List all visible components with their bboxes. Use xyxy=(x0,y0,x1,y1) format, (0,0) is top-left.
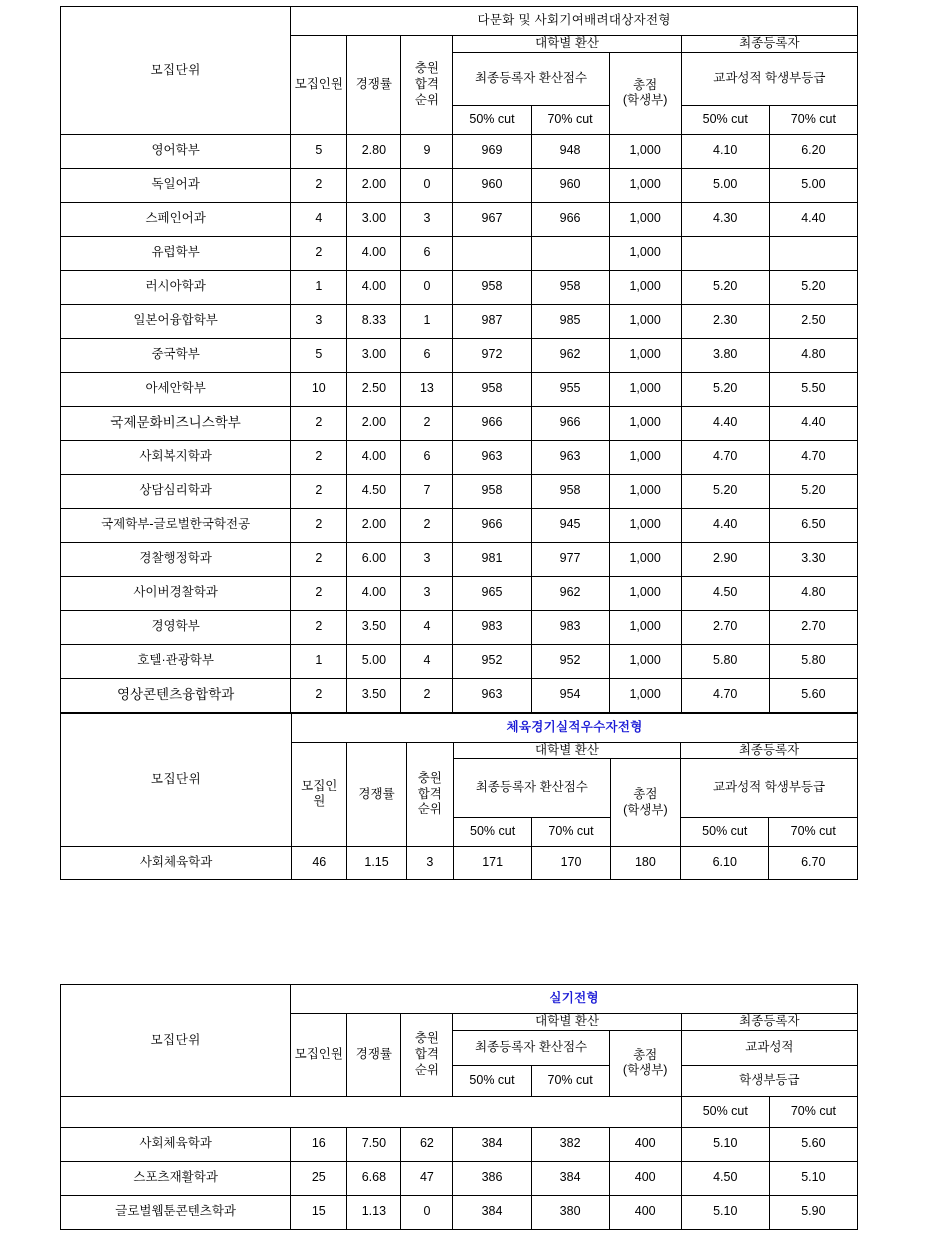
cell-total: 1,000 xyxy=(609,610,681,644)
cell-unit: 아세안학부 xyxy=(61,372,291,406)
header-grade-cut50: 50% cut xyxy=(681,105,769,134)
cell-total: 1,000 xyxy=(609,678,681,712)
table-practical xyxy=(60,984,858,1230)
header-grade-group-line2: 교과성적 학생부등급 xyxy=(681,52,857,105)
cell-grade-cut50: 2.70 xyxy=(681,610,769,644)
cell-grade-cut70: 2.50 xyxy=(769,304,857,338)
table-row xyxy=(61,1127,858,1161)
table-row xyxy=(61,576,858,610)
cell-score-cut70 xyxy=(531,236,609,270)
cell-competition: 3.50 xyxy=(347,610,401,644)
header-grade-group-practical-line3: 학생부등급 xyxy=(681,1065,857,1096)
cell-total: 1,000 xyxy=(609,406,681,440)
cell-unit: 영어학부 xyxy=(61,134,291,168)
cell-score-cut70: 382 xyxy=(531,1127,609,1161)
cell-unit: 국제문화비즈니스학부 xyxy=(61,406,291,440)
cell-waitlist-rank: 0 xyxy=(401,1195,453,1229)
header-waitlist-line2: 합격 xyxy=(414,77,439,91)
cell-score-cut50: 960 xyxy=(453,168,531,202)
header-competition-athletic: 경쟁률 xyxy=(347,742,406,847)
header-total-line1: 총점 xyxy=(633,77,658,92)
cell-score-cut70: 380 xyxy=(531,1195,609,1229)
cell-score-cut70: 977 xyxy=(531,542,609,576)
cell-competition: 2.50 xyxy=(347,372,401,406)
cell-waitlist-rank: 6 xyxy=(401,236,453,270)
cell-grade-cut50: 5.80 xyxy=(681,644,769,678)
cell-quota: 1 xyxy=(291,644,347,678)
table-row xyxy=(61,474,858,508)
header-waitlist-athletic-line2: 합격 xyxy=(417,786,442,801)
cell-total: 1,000 xyxy=(609,338,681,372)
header-grade-group-practical-line1: 최종등록자 xyxy=(681,1014,857,1031)
cell-unit: 영상콘텐츠융합학과 xyxy=(61,678,291,712)
cell-score-cut50: 981 xyxy=(453,542,531,576)
cell-unit: 사회복지학과 xyxy=(61,440,291,474)
header-score-cut50-athletic: 50% cut xyxy=(453,818,531,847)
table-row xyxy=(61,440,858,474)
cell-competition: 3.00 xyxy=(347,202,401,236)
header-program-title-practical: 실기전형 xyxy=(291,985,858,1014)
cell-quota: 46 xyxy=(292,847,347,880)
cell-unit: 경찰행정학과 xyxy=(61,542,291,576)
cell-waitlist-rank: 3 xyxy=(406,847,453,880)
cell-score-cut70: 962 xyxy=(531,576,609,610)
header-competition-practical: 경쟁률 xyxy=(347,1014,401,1097)
cell-grade-cut70: 5.00 xyxy=(769,168,857,202)
header-quota-athletic-line1: 모집인 xyxy=(301,778,338,793)
cell-score-cut50: 987 xyxy=(453,304,531,338)
table-practical-head xyxy=(61,985,858,1128)
cell-unit: 일본어융합학부 xyxy=(61,304,291,338)
cell-total: 400 xyxy=(609,1161,681,1195)
cell-grade-cut70: 5.20 xyxy=(769,474,857,508)
cell-competition: 2.00 xyxy=(347,168,401,202)
cell-unit: 스페인어과 xyxy=(61,202,291,236)
header-score-cut50-practical: 50% cut xyxy=(453,1065,531,1096)
cell-total: 1,000 xyxy=(609,474,681,508)
cell-grade-cut50: 5.10 xyxy=(681,1195,769,1229)
cell-grade-cut70: 4.70 xyxy=(769,440,857,474)
cell-quota: 2 xyxy=(291,236,347,270)
header-quota-athletic-line2: 원 xyxy=(313,794,326,809)
header-unit-athletic: 모집단위 xyxy=(61,713,292,847)
cell-competition: 4.50 xyxy=(347,474,401,508)
cell-score-cut50: 983 xyxy=(453,610,531,644)
header-quota-practical: 모집인원 xyxy=(291,1014,347,1097)
cell-score-cut50: 965 xyxy=(453,576,531,610)
table-row xyxy=(61,1195,858,1229)
cell-quota: 10 xyxy=(291,372,347,406)
header-unit: 모집단위 xyxy=(61,7,291,135)
cell-waitlist-rank: 2 xyxy=(401,678,453,712)
cell-score-cut50: 952 xyxy=(453,644,531,678)
header-unit-practical: 모집단위 xyxy=(61,985,291,1097)
header-grade-group-athletic-line1: 최종등록자 xyxy=(681,742,858,759)
cell-score-cut70: 954 xyxy=(531,678,609,712)
header-program-title: 다문화 및 사회기여배려대상자전형 xyxy=(291,7,858,36)
cell-grade-cut50: 5.20 xyxy=(681,270,769,304)
cell-score-cut70: 948 xyxy=(531,134,609,168)
cell-score-cut70: 963 xyxy=(531,440,609,474)
header-score-cut70-athletic: 70% cut xyxy=(532,818,610,847)
cell-competition: 2.00 xyxy=(347,508,401,542)
cell-quota: 2 xyxy=(291,508,347,542)
header-waitlist-athletic-line3: 순위 xyxy=(417,802,442,817)
header-total-line2: (학생부) xyxy=(622,93,668,108)
cell-score-cut50: 384 xyxy=(453,1127,531,1161)
cell-score-cut50: 963 xyxy=(453,678,531,712)
header-grade-group-athletic-line2: 교과성적 학생부등급 xyxy=(681,759,858,818)
cell-grade-cut70: 5.20 xyxy=(769,270,857,304)
cell-unit: 스포츠재활학과 xyxy=(61,1161,291,1195)
cell-score-cut70: 966 xyxy=(531,202,609,236)
cell-competition: 3.50 xyxy=(347,678,401,712)
table-block-upper xyxy=(60,6,858,880)
cell-quota: 2 xyxy=(291,678,347,712)
cell-waitlist-rank: 13 xyxy=(401,372,453,406)
cell-grade-cut70: 6.20 xyxy=(769,134,857,168)
header-total xyxy=(609,52,681,134)
cell-grade-cut70: 4.40 xyxy=(769,406,857,440)
cell-grade-cut50: 2.90 xyxy=(681,542,769,576)
cell-score-cut70: 955 xyxy=(531,372,609,406)
cell-quota: 25 xyxy=(291,1161,347,1195)
cell-waitlist-rank: 4 xyxy=(401,610,453,644)
cell-waitlist-rank: 0 xyxy=(401,270,453,304)
cell-competition: 4.00 xyxy=(347,270,401,304)
cell-total: 1,000 xyxy=(609,644,681,678)
header-final-score: 최종등록자 환산점수 xyxy=(453,52,609,105)
cell-unit: 글로벌웹툰콘텐츠학과 xyxy=(61,1195,291,1229)
cell-score-cut50 xyxy=(453,236,531,270)
cell-total: 1,000 xyxy=(609,508,681,542)
table-multicultural-body xyxy=(61,134,858,712)
cell-quota: 5 xyxy=(291,134,347,168)
cell-grade-cut70: 5.60 xyxy=(769,1127,857,1161)
cell-quota: 2 xyxy=(291,474,347,508)
cell-score-cut50: 969 xyxy=(453,134,531,168)
cell-score-cut50: 958 xyxy=(453,270,531,304)
cell-competition: 4.00 xyxy=(347,576,401,610)
cell-unit: 상담심리학과 xyxy=(61,474,291,508)
cell-total: 1,000 xyxy=(609,542,681,576)
cell-competition: 6.00 xyxy=(347,542,401,576)
cell-score-cut50: 958 xyxy=(453,372,531,406)
cell-competition: 4.00 xyxy=(347,440,401,474)
cell-score-cut50: 963 xyxy=(453,440,531,474)
cell-score-cut50: 171 xyxy=(453,847,531,880)
cell-grade-cut70: 2.70 xyxy=(769,610,857,644)
header-competition: 경쟁률 xyxy=(347,36,401,135)
cell-quota: 1 xyxy=(291,270,347,304)
header-total-practical-line2: (학생부) xyxy=(622,1063,668,1078)
cell-waitlist-rank: 2 xyxy=(401,508,453,542)
cell-score-cut70: 985 xyxy=(531,304,609,338)
header-final-score-practical: 최종등록자 환산점수 xyxy=(453,1030,609,1065)
cell-unit: 러시아학과 xyxy=(61,270,291,304)
table-row xyxy=(61,168,858,202)
cell-grade-cut50: 5.20 xyxy=(681,474,769,508)
cell-unit: 경영학부 xyxy=(61,610,291,644)
cell-grade-cut50: 3.80 xyxy=(681,338,769,372)
header-program-title-athletic: 체육경기실적우수자전형 xyxy=(292,713,858,742)
cell-waitlist-rank: 3 xyxy=(401,542,453,576)
header-waitlist-line1: 충원 xyxy=(414,61,439,76)
cell-total: 1,000 xyxy=(609,134,681,168)
cell-score-cut50: 386 xyxy=(453,1161,531,1195)
cell-grade-cut50: 6.10 xyxy=(681,847,769,880)
table-multicultural-head xyxy=(61,7,858,135)
header-grade-cut50-athletic: 50% cut xyxy=(681,818,769,847)
cell-total: 1,000 xyxy=(609,576,681,610)
cell-quota: 3 xyxy=(291,304,347,338)
cell-quota: 2 xyxy=(291,440,347,474)
cell-grade-cut50: 4.50 xyxy=(681,576,769,610)
cell-unit: 유럽학부 xyxy=(61,236,291,270)
cell-quota: 4 xyxy=(291,202,347,236)
cell-competition: 3.00 xyxy=(347,338,401,372)
cell-competition: 4.00 xyxy=(347,236,401,270)
cell-unit: 사회체육학과 xyxy=(61,1127,291,1161)
header-waitlist-line3: 순위 xyxy=(414,92,439,107)
cell-unit: 독일어과 xyxy=(61,168,291,202)
cell-quota: 5 xyxy=(291,338,347,372)
table-row xyxy=(61,338,858,372)
cell-score-cut70: 983 xyxy=(531,610,609,644)
cell-competition: 5.00 xyxy=(347,644,401,678)
cell-grade-cut70: 4.80 xyxy=(769,576,857,610)
cell-total: 1,000 xyxy=(609,168,681,202)
table-row xyxy=(61,236,858,270)
cell-grade-cut50: 4.10 xyxy=(681,134,769,168)
cell-grade-cut50: 5.00 xyxy=(681,168,769,202)
cell-score-cut50: 966 xyxy=(453,508,531,542)
cell-quota: 2 xyxy=(291,610,347,644)
cell-quota: 2 xyxy=(291,576,347,610)
cell-waitlist-rank: 6 xyxy=(401,338,453,372)
cell-grade-cut50: 4.30 xyxy=(681,202,769,236)
header-waitlist-rank xyxy=(401,36,453,135)
table-row xyxy=(61,372,858,406)
cell-grade-cut70: 5.10 xyxy=(769,1161,857,1195)
table-block-lower xyxy=(60,984,858,1230)
cell-total: 1,000 xyxy=(609,270,681,304)
header-score-cut70: 70% cut xyxy=(531,105,609,134)
cell-competition: 2.80 xyxy=(347,134,401,168)
table-multicultural xyxy=(60,6,858,713)
cell-unit: 사이버경찰학과 xyxy=(61,576,291,610)
header-grade-cut50-practical: 50% cut xyxy=(681,1096,769,1127)
header-score-cut50: 50% cut xyxy=(453,105,531,134)
header-conversion-group-athletic: 대학별 환산 xyxy=(453,742,680,759)
cell-waitlist-rank: 1 xyxy=(401,304,453,338)
cell-score-cut50: 967 xyxy=(453,202,531,236)
header-total-practical xyxy=(609,1030,681,1096)
cell-score-cut70: 962 xyxy=(531,338,609,372)
header-grade-cut70: 70% cut xyxy=(769,105,857,134)
cell-grade-cut70: 4.40 xyxy=(769,202,857,236)
cell-grade-cut70: 4.80 xyxy=(769,338,857,372)
header-quota: 모집인원 xyxy=(291,36,347,135)
cell-competition: 2.00 xyxy=(347,406,401,440)
cell-score-cut50: 966 xyxy=(453,406,531,440)
header-total-athletic-line2: (학생부) xyxy=(623,802,668,817)
cell-total: 180 xyxy=(610,847,680,880)
table-row xyxy=(61,134,858,168)
cell-competition: 6.68 xyxy=(347,1161,401,1195)
cell-score-cut70: 958 xyxy=(531,270,609,304)
cell-total: 400 xyxy=(609,1127,681,1161)
cell-score-cut70: 945 xyxy=(531,508,609,542)
cell-total: 1,000 xyxy=(609,304,681,338)
cell-competition: 1.13 xyxy=(347,1195,401,1229)
cell-grade-cut50: 5.20 xyxy=(681,372,769,406)
cell-grade-cut70: 6.70 xyxy=(769,847,858,880)
cell-grade-cut50: 5.10 xyxy=(681,1127,769,1161)
cell-score-cut50: 972 xyxy=(453,338,531,372)
header-grade-cut70-practical: 70% cut xyxy=(769,1096,857,1127)
cell-grade-cut70: 3.30 xyxy=(769,542,857,576)
cell-grade-cut50: 4.70 xyxy=(681,678,769,712)
header-final-score-athletic: 최종등록자 환산점수 xyxy=(453,759,610,818)
table-athletic xyxy=(60,713,858,881)
table-athletic-head xyxy=(61,713,858,847)
cell-quota: 15 xyxy=(291,1195,347,1229)
header-waitlist-athletic-line1: 충원 xyxy=(417,771,442,785)
cell-grade-cut70: 5.90 xyxy=(769,1195,857,1229)
cell-waitlist-rank: 0 xyxy=(401,168,453,202)
cell-quota: 2 xyxy=(291,168,347,202)
cell-unit: 호텔·관광학부 xyxy=(61,644,291,678)
cell-score-cut70: 958 xyxy=(531,474,609,508)
table-row xyxy=(61,542,858,576)
table-row xyxy=(61,610,858,644)
cell-grade-cut50: 2.30 xyxy=(681,304,769,338)
header-total-athletic xyxy=(610,759,680,847)
cell-grade-cut70: 5.50 xyxy=(769,372,857,406)
header-waitlist-practical-line1: 충원 xyxy=(414,1031,440,1046)
table-athletic-body xyxy=(61,847,858,880)
header-grade-group-line1: 최종등록자 xyxy=(681,36,857,53)
cell-total: 1,000 xyxy=(609,202,681,236)
table-row xyxy=(61,508,858,542)
cell-waitlist-rank: 62 xyxy=(401,1127,453,1161)
table-row xyxy=(61,678,858,712)
cell-unit: 중국학부 xyxy=(61,338,291,372)
cell-total: 1,000 xyxy=(609,440,681,474)
cell-grade-cut50: 4.50 xyxy=(681,1161,769,1195)
cell-waitlist-rank: 47 xyxy=(401,1161,453,1195)
table-row xyxy=(61,406,858,440)
cell-score-cut70: 384 xyxy=(531,1161,609,1195)
cell-grade-cut70 xyxy=(769,236,857,270)
cell-waitlist-rank: 4 xyxy=(401,644,453,678)
cell-quota: 2 xyxy=(291,542,347,576)
cell-total: 1,000 xyxy=(609,372,681,406)
cell-total: 400 xyxy=(609,1195,681,1229)
cell-competition: 8.33 xyxy=(347,304,401,338)
cell-score-cut70: 960 xyxy=(531,168,609,202)
cell-grade-cut50: 4.40 xyxy=(681,508,769,542)
cell-quota: 16 xyxy=(291,1127,347,1161)
cell-score-cut70: 952 xyxy=(531,644,609,678)
cell-score-cut50: 958 xyxy=(453,474,531,508)
header-quota-athletic xyxy=(292,742,347,847)
cell-waitlist-rank: 7 xyxy=(401,474,453,508)
cell-grade-cut50: 4.70 xyxy=(681,440,769,474)
cell-grade-cut70: 5.60 xyxy=(769,678,857,712)
header-grade-cut70-athletic: 70% cut xyxy=(769,818,858,847)
table-row xyxy=(61,847,858,880)
table-practical-body xyxy=(61,1127,858,1229)
cell-quota: 2 xyxy=(291,406,347,440)
cell-competition: 7.50 xyxy=(347,1127,401,1161)
header-conversion-group-practical: 대학별 환산 xyxy=(453,1014,681,1031)
cell-waitlist-rank: 6 xyxy=(401,440,453,474)
header-score-cut70-practical: 70% cut xyxy=(531,1065,609,1096)
header-waitlist-practical-line3: 순위 xyxy=(414,1062,440,1077)
cell-grade-cut70: 6.50 xyxy=(769,508,857,542)
cell-grade-cut50: 4.40 xyxy=(681,406,769,440)
table-row xyxy=(61,644,858,678)
cell-unit: 국제학부-글로벌한국학전공 xyxy=(61,508,291,542)
header-total-practical-line1: 총점 xyxy=(633,1047,658,1062)
header-waitlist-rank-athletic xyxy=(406,742,453,847)
cell-grade-cut70: 5.80 xyxy=(769,644,857,678)
cell-competition: 1.15 xyxy=(347,847,406,880)
table-row xyxy=(61,304,858,338)
cell-score-cut50: 384 xyxy=(453,1195,531,1229)
cell-waitlist-rank: 9 xyxy=(401,134,453,168)
cell-grade-cut50 xyxy=(681,236,769,270)
table-row xyxy=(61,1161,858,1195)
header-conversion-group: 대학별 환산 xyxy=(453,36,681,53)
cell-unit: 사회체육학과 xyxy=(61,847,292,880)
spacer-cell xyxy=(61,1096,682,1127)
header-waitlist-practical-line2: 합격 xyxy=(414,1047,440,1061)
header-total-athletic-line1: 총점 xyxy=(633,787,658,802)
cell-score-cut70: 170 xyxy=(532,847,610,880)
header-grade-group-practical-line2: 교과성적 xyxy=(681,1030,857,1065)
cell-total: 1,000 xyxy=(609,236,681,270)
table-row xyxy=(61,270,858,304)
cell-waitlist-rank: 2 xyxy=(401,406,453,440)
cell-waitlist-rank: 3 xyxy=(401,576,453,610)
cell-score-cut70: 966 xyxy=(531,406,609,440)
table-row xyxy=(61,202,858,236)
header-waitlist-rank-practical xyxy=(401,1014,453,1097)
cell-waitlist-rank: 3 xyxy=(401,202,453,236)
